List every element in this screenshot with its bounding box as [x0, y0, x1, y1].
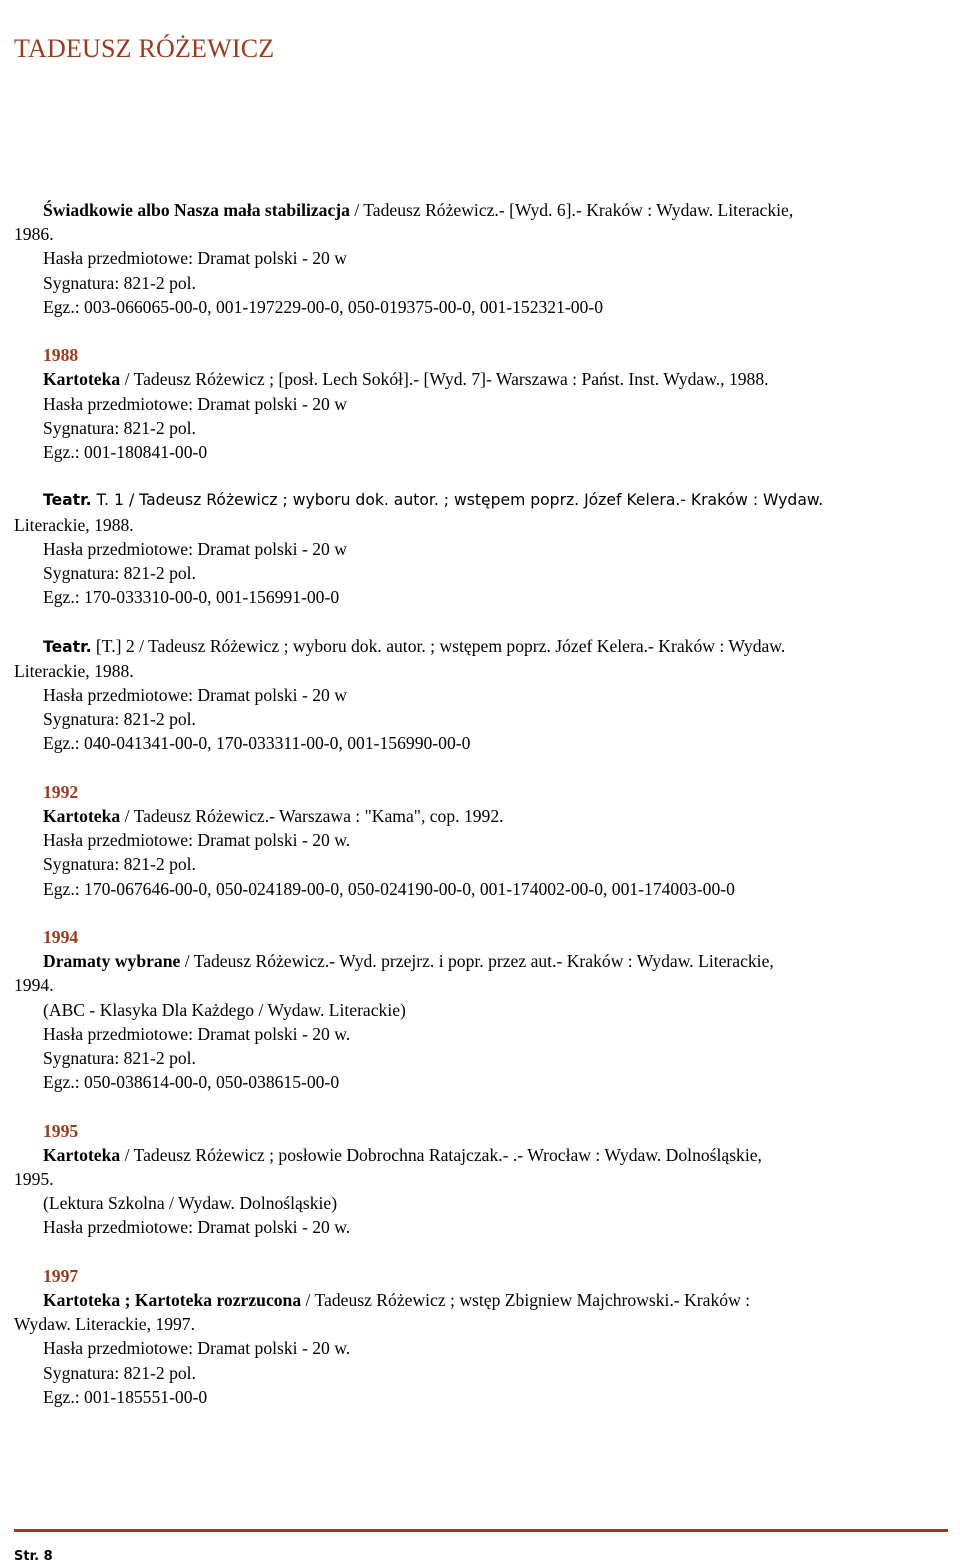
entry-signature: Sygnatura: 821-2 pol.	[43, 854, 196, 875]
entry-signature: Sygnatura: 821-2 pol.	[43, 417, 196, 438]
entry-heading	[14, 1143, 948, 1167]
entry-description-cont: Literackie, 1988.	[14, 514, 134, 535]
footer-divider	[14, 1529, 948, 1532]
entry-description-cont: Literackie, 1988.	[14, 660, 134, 681]
entry-description: [T.] 2 / Tadeusz Różewicz ; wyboru dok. autor. ; wstępem poprz. Józef Kelera.- Kraków : Wydaw.	[91, 635, 786, 656]
entry-title: Kartoteka	[43, 1144, 121, 1165]
entry-copies: Egz.: 001-180841-00-0	[43, 442, 208, 463]
entry-series: (Lektura Szkolna / Wydaw. Dolnośląskie)	[43, 1193, 338, 1214]
entry-title: Świadkowie albo Nasza mała stabilizacja	[43, 200, 350, 220]
entry-description-cont: 1986.	[14, 224, 54, 245]
entry-copies: Egz.: 050-038614-00-0, 050-038615-00-0	[43, 1072, 340, 1093]
entry-description-cont: Wydaw. Literackie, 1997.	[14, 1314, 195, 1335]
entry-title: Dramaty wybrane	[43, 951, 181, 972]
entry-subjects: Hasła przedmiotowe: Dramat polski - 20 w.	[43, 1023, 351, 1044]
entry-title: Kartoteka ; Kartoteka rozrzucona	[43, 1290, 302, 1311]
entry-description: T. 1 / Tadeusz Różewicz ; wyboru dok. autor. ; wstępem poprz. Józef Kelera.- Kraków : Wydaw.	[91, 491, 824, 510]
entry-description: / Tadeusz Różewicz ; posłowie Dobrochna Ratajczak.- .- Wrocław : Wydaw. Dolnośląskie,	[120, 1144, 762, 1165]
entry-subjects: Hasła przedmiotowe: Dramat polski - 20 w.	[43, 1338, 351, 1359]
bibliography-entry	[14, 488, 948, 609]
bibliography-entry	[14, 780, 948, 901]
entry-heading	[14, 634, 948, 659]
entry-heading	[14, 488, 948, 512]
entry-heading	[14, 367, 948, 391]
entry-heading	[14, 804, 948, 828]
entry-signature: Sygnatura: 821-2 pol.	[43, 709, 196, 730]
bibliography-entry	[14, 1119, 948, 1240]
entry-copies: Egz.: 040-041341-00-0, 170-033311-00-0, 001-156990-00-0	[43, 733, 471, 754]
entry-signature: Sygnatura: 821-2 pol.	[43, 1048, 196, 1069]
entry-year: 1997	[43, 1265, 79, 1286]
entry-subjects: Hasła przedmiotowe: Dramat polski - 20 w.	[43, 830, 351, 851]
entry-heading	[14, 198, 948, 222]
entry-subjects: Hasła przedmiotowe: Dramat polski - 20 w	[43, 393, 347, 414]
entry-signature: Sygnatura: 821-2 pol.	[43, 563, 196, 584]
entry-description: / Tadeusz Różewicz ; wstęp Zbigniew Majchrowski.- Kraków :	[301, 1290, 751, 1311]
entry-copies: Egz.: 170-067646-00-0, 050-024189-00-0, 050-024190-00-0, 001-174002-00-0, 001-174003-00-0	[43, 878, 735, 899]
entry-year: 1988	[43, 345, 79, 366]
bibliography-entry	[14, 198, 948, 319]
bibliography-entry	[14, 925, 948, 1094]
entry-year: 1992	[43, 781, 79, 802]
entry-subjects: Hasła przedmiotowe: Dramat polski - 20 w.	[43, 1217, 351, 1238]
entry-year: 1995	[43, 1120, 79, 1141]
entry-description-cont: 1994.	[14, 975, 54, 996]
entry-signature: Sygnatura: 821-2 pol.	[43, 272, 196, 293]
entry-subjects: Hasła przedmiotowe: Dramat polski - 20 w	[43, 248, 347, 269]
entry-title: Teatr.	[43, 637, 92, 656]
entry-subjects: Hasła przedmiotowe: Dramat polski - 20 w	[43, 685, 347, 706]
entry-copies: Egz.: 003-066065-00-0, 001-197229-00-0, 050-019375-00-0, 001-152321-00-0	[43, 296, 603, 317]
page-number: Str. 8	[14, 1549, 53, 1564]
entry-title: Teatr.	[43, 491, 92, 510]
entry-description: / Tadeusz Różewicz ; [posł. Lech Sokół].- [Wyd. 7]- Warszawa : Państ. Inst. Wydaw., 1988.	[120, 369, 769, 390]
entry-heading	[14, 1288, 948, 1312]
entry-description-cont: 1995.	[14, 1169, 54, 1190]
bibliography-list	[14, 198, 948, 1433]
entry-subjects: Hasła przedmiotowe: Dramat polski - 20 w	[43, 538, 347, 559]
entry-title: Kartoteka	[43, 369, 121, 390]
entry-description: / Tadeusz Różewicz.- [Wyd. 6].- Kraków : Wydaw. Literackie,	[349, 200, 794, 220]
entry-heading	[14, 949, 948, 973]
bibliography-entry	[14, 1264, 948, 1409]
entry-description: / Tadeusz Różewicz.- Warszawa : "Kama", cop. 1992.	[120, 806, 504, 827]
entry-description: / Tadeusz Różewicz.- Wyd. przejrz. i popr. przez aut.- Kraków : Wydaw. Literackie,	[180, 951, 774, 972]
entry-series: (ABC - Klasyka Dla Każdego / Wydaw. Literackie)	[43, 999, 406, 1020]
entry-copies: Egz.: 001-185551-00-0	[43, 1386, 208, 1407]
bibliography-entry	[14, 634, 948, 756]
entry-copies: Egz.: 170-033310-00-0, 001-156991-00-0	[43, 587, 340, 608]
entry-title: Kartoteka	[43, 806, 121, 827]
bibliography-entry	[14, 343, 948, 464]
entry-signature: Sygnatura: 821-2 pol.	[43, 1362, 196, 1383]
page-title: TADEUSZ RÓŻEWICZ	[14, 34, 275, 63]
entry-year: 1994	[43, 927, 79, 948]
